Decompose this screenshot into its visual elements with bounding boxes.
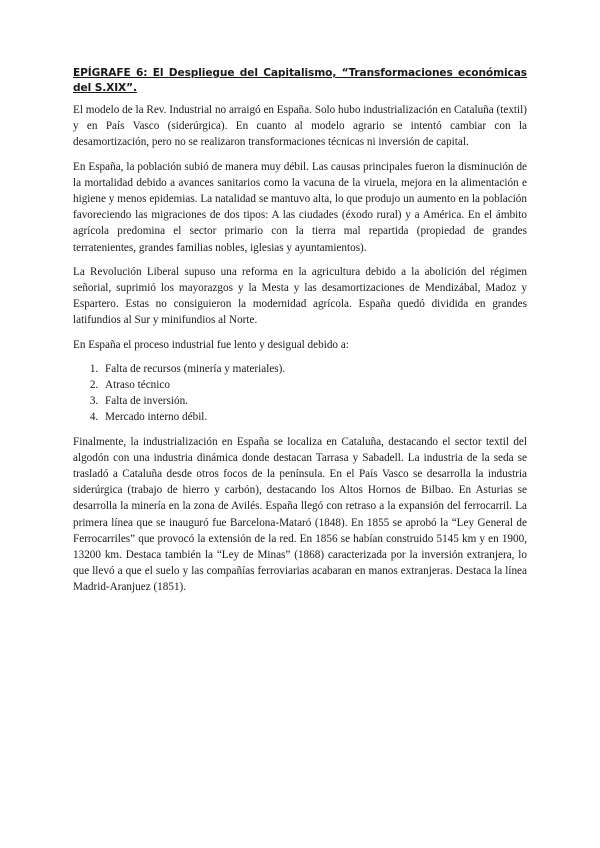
paragraph-population: En España, la población subió de manera muy débil. Las causas principales fueron la disminución de la mortalidad debido a avances sanitarios como la vacuna de la viruela, mejora en la alimentación e higiene y menos epidemias. La natalidad se mantuvo alta, lo que produjo un aumento en la población favoreciendo las migraciones de dos tipos: A las ciudades (éxodo rural) y a América. En el ámbito agrícola predomina el sector primario con la tierra mal repartida (propiedad de grandes terratenientes, grandes familias nobles, iglesias y ayuntamientos). — [73, 160, 527, 254]
paragraph-industrial-process: En España el proceso industrial fue lento y desigual debido a: — [73, 338, 349, 351]
list-item: 3. Falta de inversión. — [101, 393, 527, 409]
factors-list — [73, 361, 527, 426]
list-item: 4. Mercado interno débil. — [101, 409, 527, 425]
paragraph-liberal-revolution: La Revolución Liberal supuso una reforma en la agricultura debido a la abolición del régimen señorial, suprimió los mayorazgos y la Mesta y las desamortizaciones de Mendizábal, Madoz y Espartero. Estas no consiguieron la modernidad agrícola. España quedó dividida en grandes latifundios al Sur y minifundios al Norte. — [73, 265, 527, 327]
document-heading: EPÍGRAFE 6: El Despliegue del Capitalismo, “Transformaciones económicas del S.XIX”. — [73, 67, 527, 94]
list-item: 2. Atraso técnico — [101, 377, 527, 393]
paragraph-industrial-model: El modelo de la Rev. Industrial no arraigó en España. Solo hubo industrialización en Cataluña (textil) y en País Vasco (siderúrgica). En cuanto al modelo agrario se intentó cambiar con la desamortización, pero no se realizaron transformaciones técnicas ni inversión de capital. — [73, 104, 527, 149]
paragraph-final: Finalmente, la industrialización en España se localiza en Cataluña, destacando el sector textil del algodón con una industria dinámica donde destacan Tarrasa y Sabadell. La industria de la seda se trasladó a Cataluña desde otros focos de la península. En el País Vasco se desarrolla la industria siderúrgica (trabajo de hierro y carbón), destacando los Altos Hornos de Bilbao. En Asturias se desarrolla la minería en la zona de Avilés. España llegó con retraso a la expansión del ferrocarril. La primera línea que se inauguró fue Barcelona-Mataró (1848). En 1855 se aprobó la “Ley General de Ferrocarriles” que provocó la extensión de la red. En 1856 se habían construido 5145 km y en 1900, 13200 km. Destaca también la “Ley de Minas” (1868) caracterizada por la inversión extranjera, lo que llevó a que el suelo y las compañías ferroviarias acabaran en manos extranjeras. Destaca la línea Madrid-Aranjuez (1851). — [73, 435, 527, 594]
list-item: 1. Falta de recursos (minería y materiales). — [101, 361, 527, 377]
document-page — [73, 66, 527, 596]
